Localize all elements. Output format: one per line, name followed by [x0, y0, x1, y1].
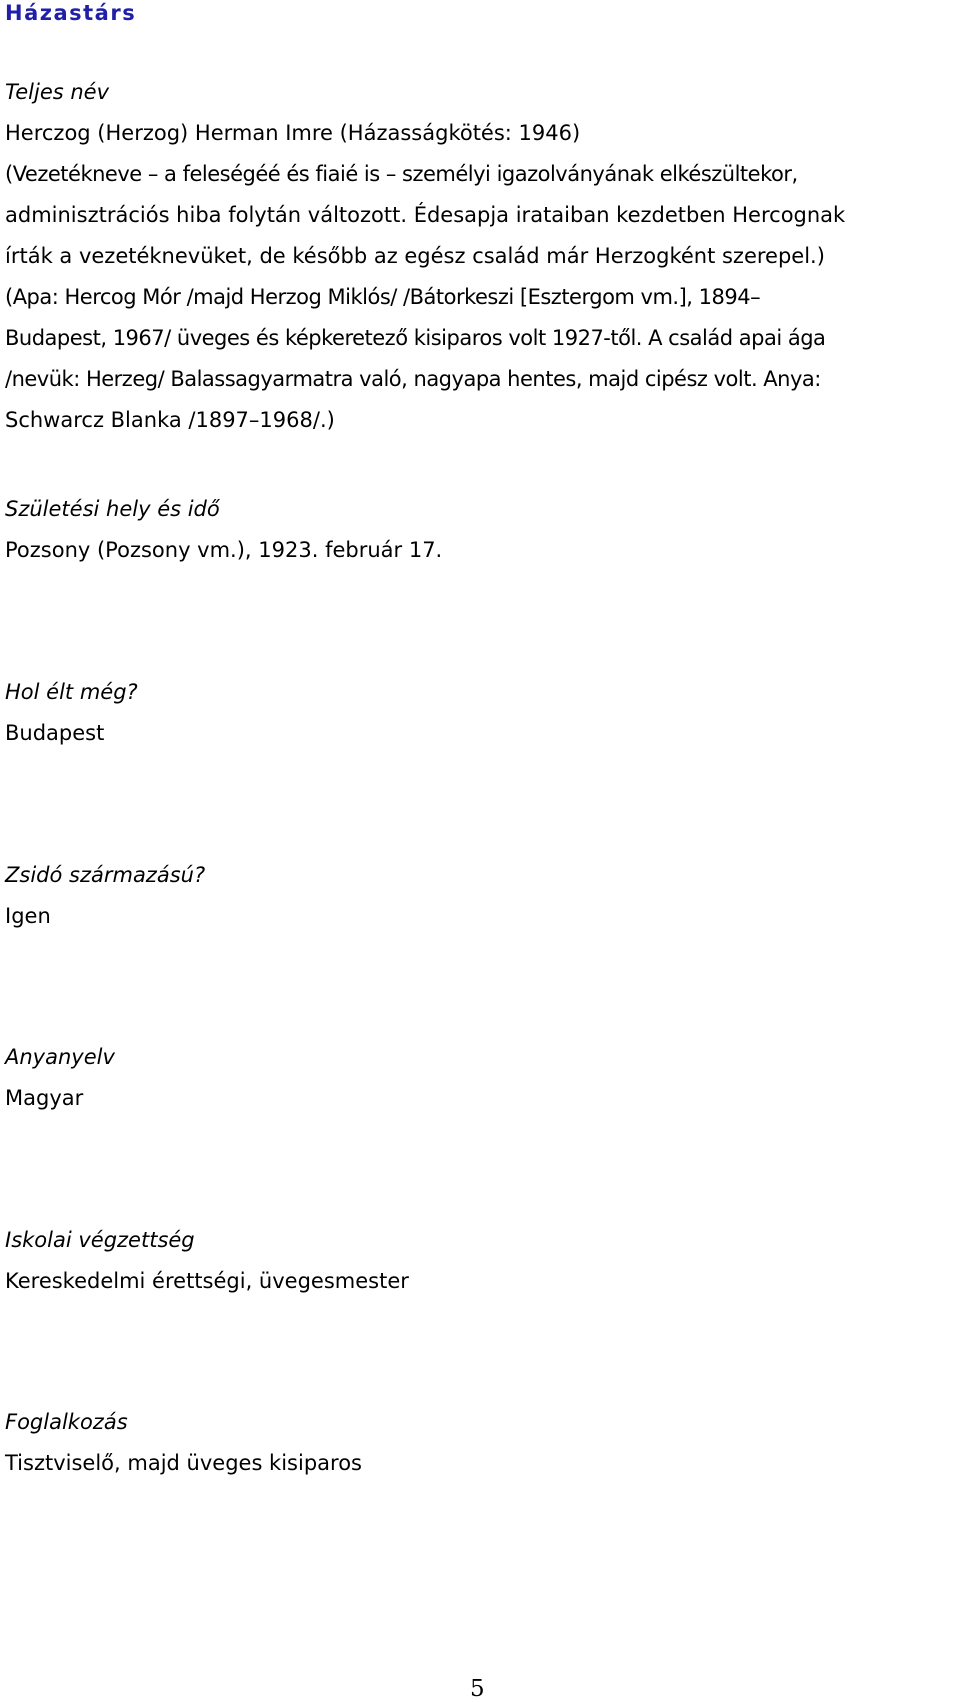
value-line: (Vezetékneve – a feleségéé és fiaié is – személyi igazolványának elkészültekor, — [5, 162, 798, 186]
field-value — [5, 113, 955, 441]
field-label: Iskolai végzettség — [5, 1228, 195, 1252]
section-title: Házastárs — [5, 1, 137, 25]
field-value: Budapest — [5, 721, 105, 745]
value-line: Herczog (Herzog) Herman Imre (Házasságkötés: 1946) — [5, 121, 581, 145]
field-label: Hol élt még? — [5, 680, 138, 704]
field-value: Kereskedelmi érettségi, üvegesmester — [5, 1269, 409, 1293]
field-value: Magyar — [5, 1086, 84, 1110]
field-value: Igen — [5, 904, 51, 928]
field-label: Foglalkozás — [5, 1410, 128, 1434]
field-full-name — [5, 72, 955, 441]
field-birth-place-date — [5, 489, 955, 571]
field-label: Anyanyelv — [5, 1045, 115, 1069]
value-line: adminisztrációs hiba folytán változott. Édesapja irataiban kezdetben Hercognak — [5, 203, 846, 227]
value-line: Budapest, 1967/ üveges és képkeretező kisiparos volt 1927-től. A család apai ága — [5, 326, 826, 350]
field-label: Születési hely és idő — [5, 497, 220, 521]
field-value: Tisztviselő, majd üveges kisiparos — [5, 1451, 362, 1475]
field-other-residence — [5, 672, 955, 754]
field-jewish-origin — [5, 855, 955, 937]
field-value: Pozsony (Pozsony vm.), 1923. február 17. — [5, 538, 443, 562]
field-occupation — [5, 1402, 955, 1484]
field-label: Zsidó származású? — [5, 863, 206, 887]
field-education — [5, 1220, 955, 1302]
value-line: Schwarcz Blanka /1897–1968/.) — [5, 408, 335, 432]
value-line: írták a vezetéknevüket, de később az egész család már Herzogként szerepel.) — [5, 244, 825, 268]
value-line: (Apa: Hercog Mór /majd Herzog Miklós/ /Bátorkeszi [Esztergom vm.], 1894– — [5, 285, 761, 309]
value-line: /nevük: Herzeg/ Balassagyarmatra való, nagyapa hentes, majd cipész volt. Anya: — [5, 367, 821, 391]
page-number: 5 — [470, 1676, 485, 1702]
field-label: Teljes név — [5, 80, 110, 104]
field-native-language — [5, 1037, 955, 1119]
